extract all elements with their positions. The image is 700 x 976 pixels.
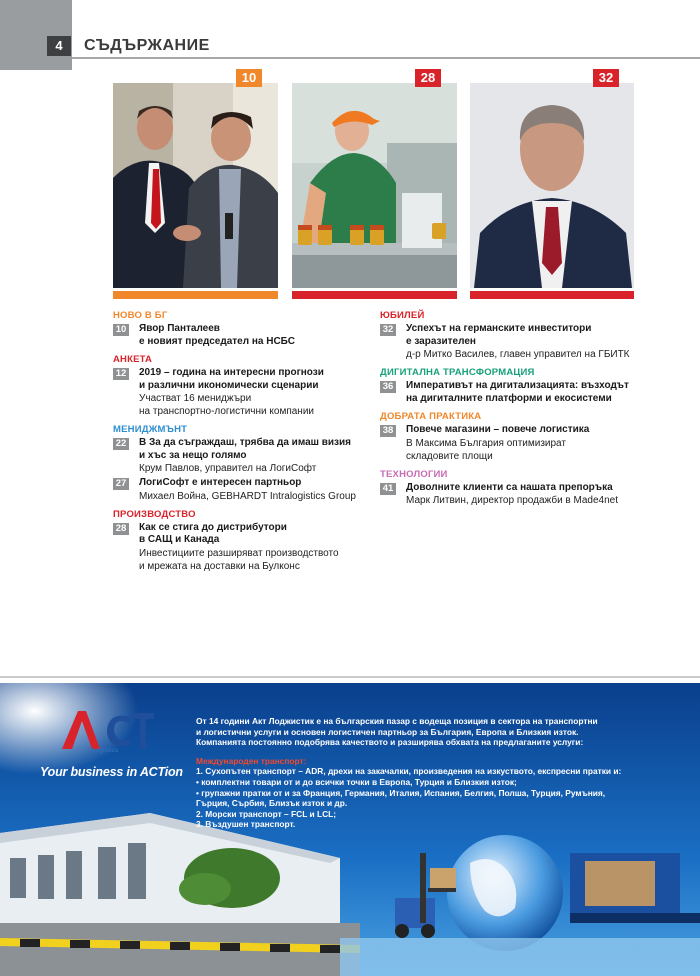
toc-entry[interactable] [113,367,363,418]
toc-section [113,509,363,573]
toc-section [113,424,363,503]
ad-intro-line: и логистични услуги и основен логистичен партньор за България, Европа и Близкия изток. [196,726,579,737]
entry-subtitle: Крум Павлов, управител на ЛогиСофт [139,463,317,474]
entry-page-number: 36 [380,381,396,393]
section-title: НОВО В БГ [113,310,168,321]
toc-section [380,469,650,508]
toc-entry[interactable] [380,424,650,463]
photo-accent-bar [113,291,278,299]
entry-title: 2019 – година на интересни прогнози [139,367,324,378]
toc-entry[interactable] [113,522,363,573]
ad-item: 2. Морски транспорт – FCL и LCL; [196,808,337,819]
entry-page-number: 27 [113,478,129,490]
section-title: ДОБРАТА ПРАКТИКА [380,411,482,422]
toc-entry[interactable] [380,482,650,508]
ad-intro-line: Компанията постоянно подобрява качеството и разширява обхвата на предлаганите услуги: [196,737,584,748]
entry-title: Императивът на дигитализацията: възходът [406,380,629,391]
entry-title: Как се стига до дистрибутори [139,521,287,533]
page-number: 4 [47,36,71,56]
entry-page-number: 32 [380,324,396,336]
entry-title: ЛогиСофт е интересен партньор [139,477,302,488]
entry-subtitle: д-р Митко Василев, главен управител на ГБИТК [406,349,630,360]
toc-entry[interactable] [113,437,363,475]
ad-item: • комплектни товари от и до всички точки в Европа, Турция и Близкия изток; [196,776,517,787]
toc-entry[interactable] [113,323,363,348]
ad-heading: Международен транспорт: [196,755,307,766]
section-title: ЮБИЛЕЙ [380,310,425,321]
section-title: ДИГИТАЛНА ТРАНСФОРМАЦИЯ [380,367,535,378]
entry-page-number: 12 [113,368,129,380]
toc-right-column [380,310,650,513]
entry-subtitle: Марк Литвин, директор продажби в Made4net [406,495,619,506]
entry-title-line2: на дигиталните платформи и екосистеми [406,392,612,404]
toc-entry[interactable] [113,477,363,503]
logo-subtitle: Logistics [92,748,119,754]
entry-page-number: 38 [380,425,396,437]
entry-subtitle: Участват 16 мениджъри [139,393,252,404]
toc-entry[interactable] [380,323,650,361]
entry-title: Явор Панталеев [139,323,220,334]
entry-page-number: 22 [113,438,129,450]
page-title: СЪДЪРЖАНИЕ [84,37,210,54]
entry-subtitle: Инвестициите разширяват производството [139,547,339,559]
toc-section [113,310,363,348]
photo-accent-bar [292,291,457,299]
section-title: ТЕХНОЛОГИИ [380,468,448,480]
ad-item: 1. Сухопътен транспорт – ADR, дрехи на закачалки, произведения на изкуството, експресни пратки и: [196,766,622,777]
entry-page-number: 28 [113,523,129,535]
header-gray-block [0,0,72,70]
photo-handshake[interactable] [113,83,278,288]
ad-divider [0,676,700,678]
photo-portrait[interactable] [470,83,634,288]
ad-body-text [196,716,686,830]
entry-title: Повече магазини – повече логистика [406,424,590,435]
header-rule [72,57,700,59]
toc-section [380,411,650,463]
photo-accent-bar [470,291,634,299]
toc-section [113,354,363,418]
entry-title: Доволните клиенти са нашата препоръка [406,481,613,493]
photo-page-badge: 28 [415,69,441,87]
entry-subtitle: Михаел Война, GEBHARDT Intralogistics Group [139,490,356,502]
entry-title: Успехът на германските инвеститори [406,323,592,334]
ad-slogan: Your business in ACTion [40,765,183,779]
act-logistics-ad[interactable] [0,683,700,976]
entry-title-line2: е заразителен [406,335,476,347]
entry-title-line2: и хъс за нещо голямо [139,449,247,461]
photo-factory-worker[interactable] [292,83,457,288]
entry-title-line2: е новият председател на НСБС [139,335,295,347]
entry-subtitle-line2: складовите площи [406,450,493,462]
photo-page-badge: 32 [593,69,619,87]
toc-section [380,367,650,405]
entry-page-number: 10 [113,324,129,336]
ad-item: 3. Въздушен транспорт. [196,819,296,830]
entry-subtitle: В Максима България оптимизират [406,437,566,449]
section-title: МЕНИДЖМЪНТ [113,424,188,435]
entry-title-line2: в САЩ и Канада [139,534,220,545]
entry-title: В За да съграждаш, трябва да имаш визия [139,437,352,448]
toc-section [380,310,650,361]
entry-title-line2: и различни икономически сценарии [139,379,319,391]
ad-item: • групажни пратки от и за Франция, Германия, Италия, Испания, Белгия, Полша, Турция, Румъния, [196,787,606,798]
entry-subtitle-line2: и мрежата на доставки на Булконс [139,560,300,572]
entry-page-number: 41 [380,483,396,495]
section-title: АНКЕТА [113,354,153,365]
entry-subtitle-line2: на транспортно-логистични компании [139,406,314,417]
toc-entry[interactable] [380,380,650,405]
ad-intro-line: От 14 години Акт Лоджистик е на българския пазар с водеща позиция в сектора на транспортни [196,716,598,726]
toc-left-column [113,310,363,579]
ad-item: Гърция, Сърбия, Близък изток и др. [196,798,348,809]
section-title: ПРОИЗВОДСТВО [113,508,196,520]
photo-page-badge: 10 [236,69,262,87]
